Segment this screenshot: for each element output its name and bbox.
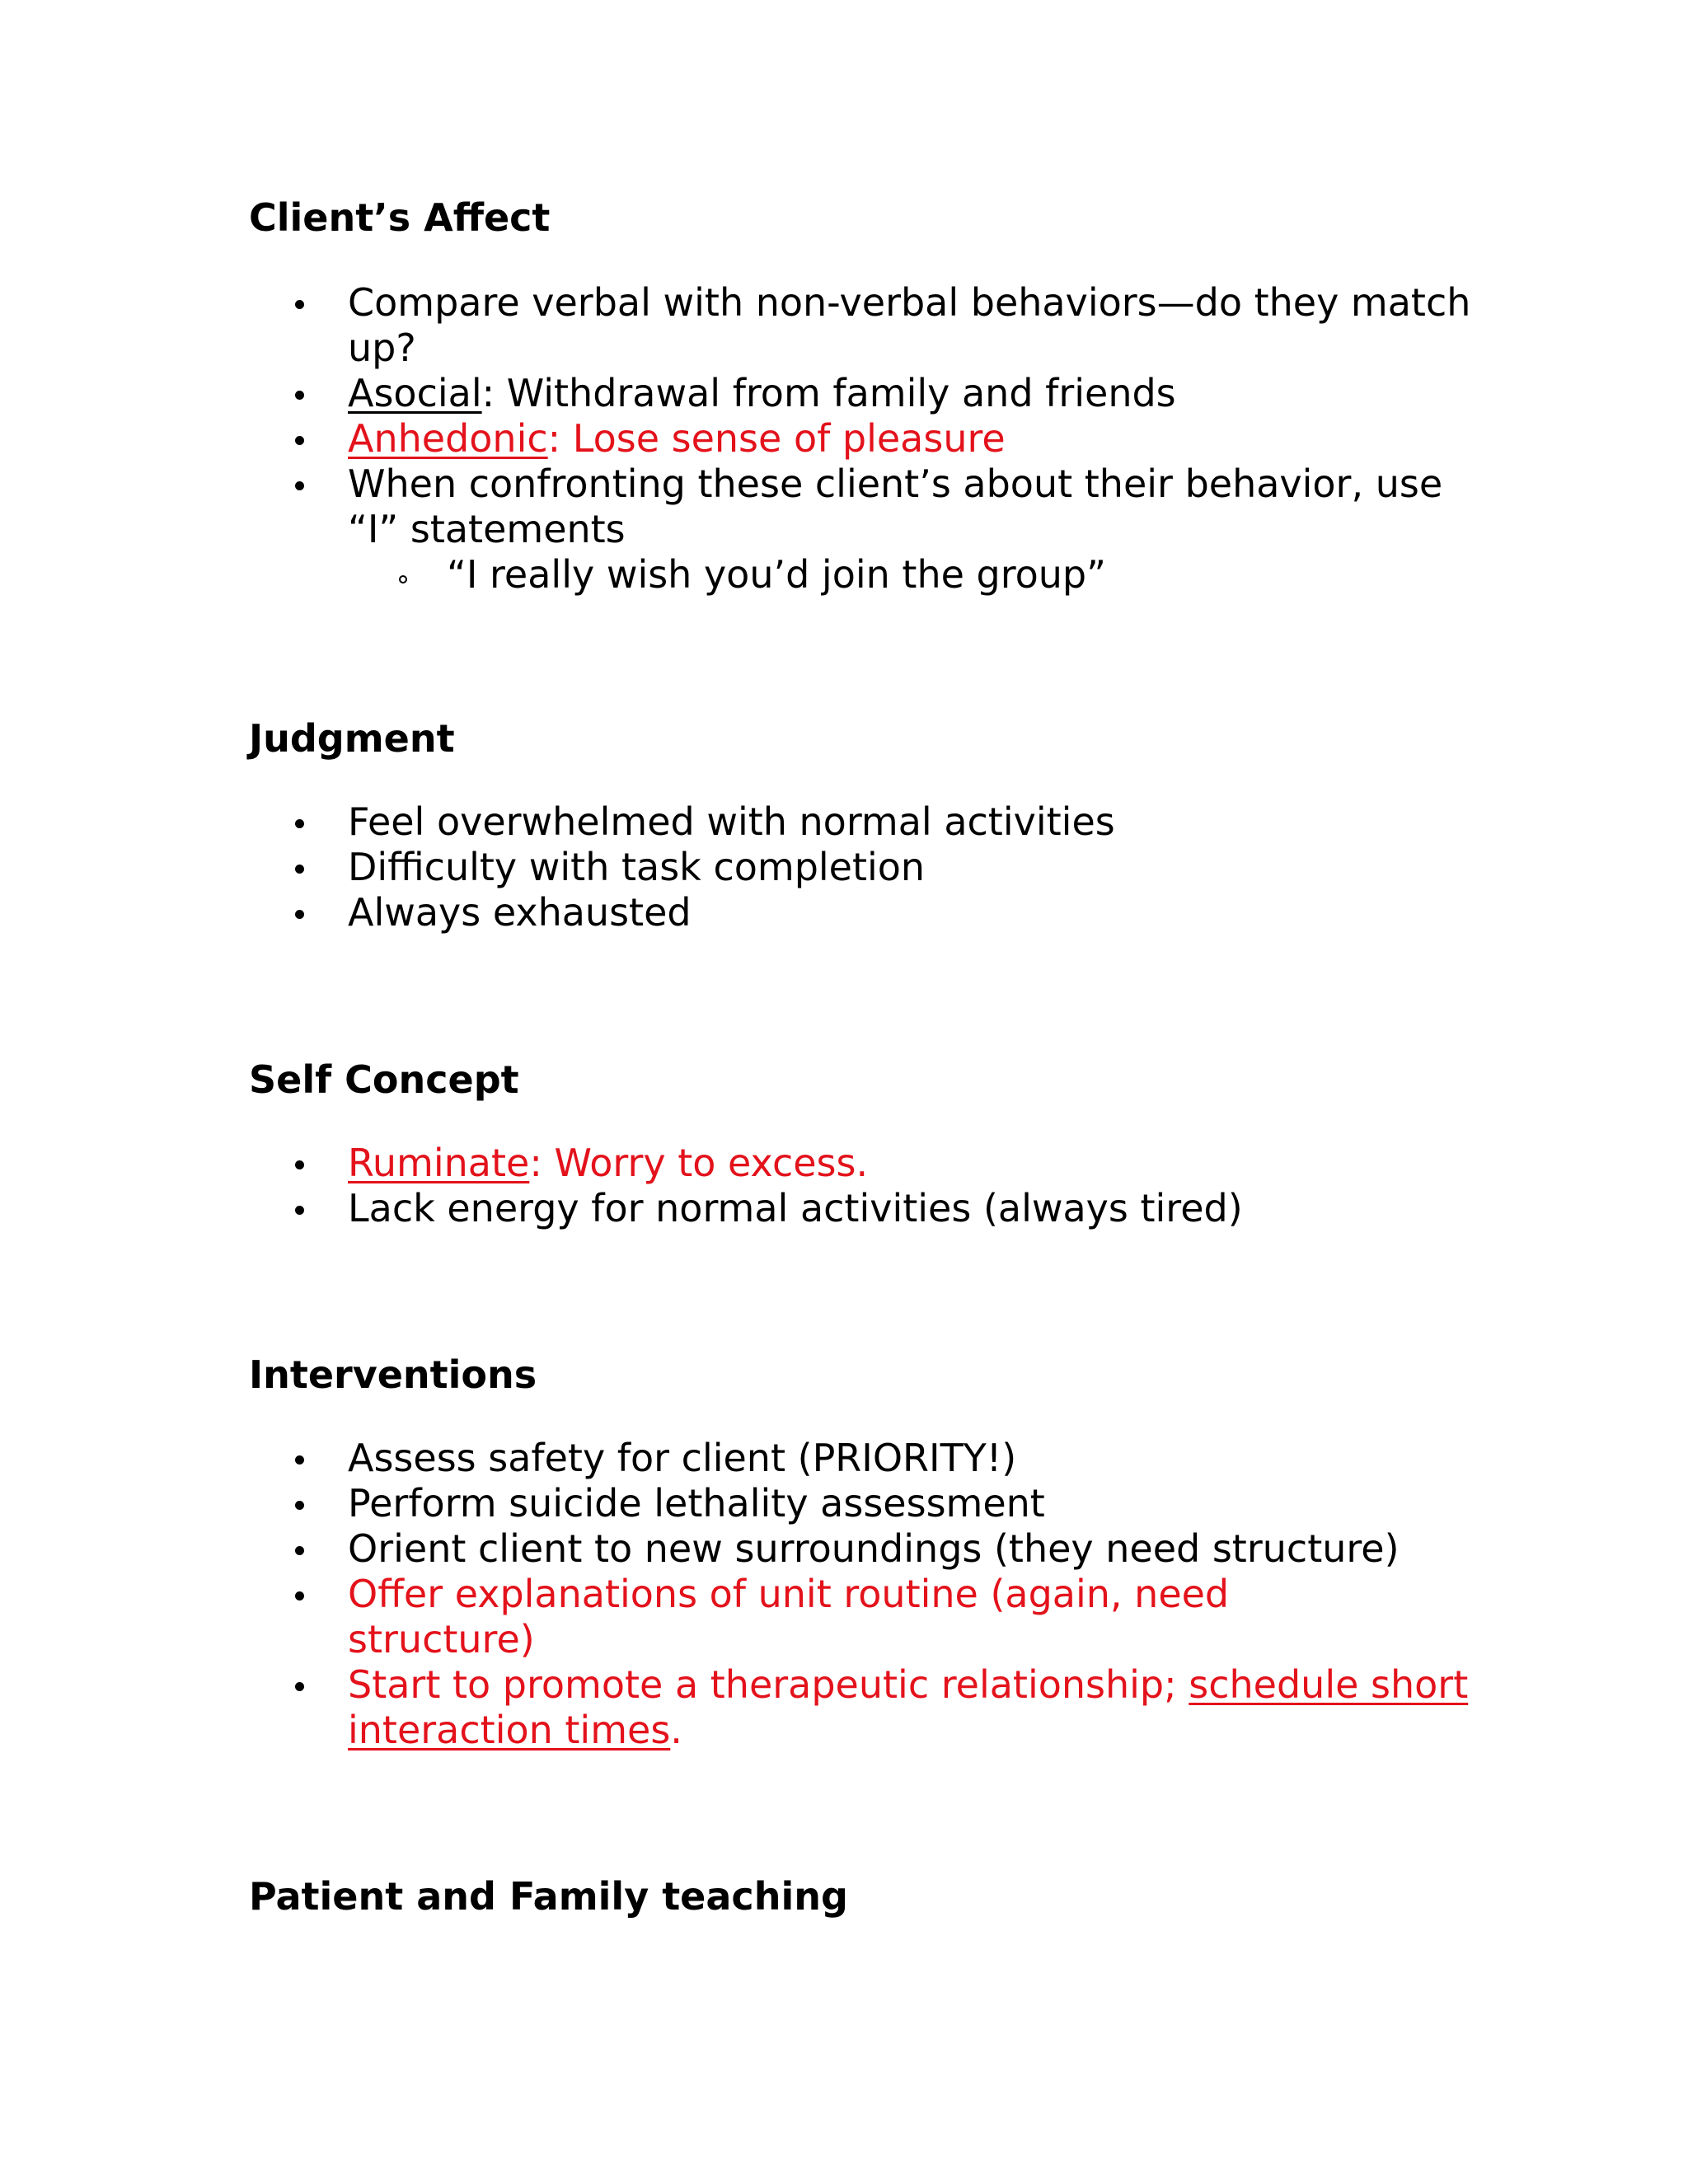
heading-clients-affect: Client’s Affect <box>249 195 551 240</box>
list-item: Perform suicide lethality assessment <box>249 1481 1485 1526</box>
heading-interventions: Interventions <box>249 1352 537 1397</box>
heading-patient-family-teaching: Patient and Family teaching <box>249 1874 848 1919</box>
list-item: When confronting these client’s about their behavior, use “I” statements “I really wish you’d join the group” <box>249 462 1485 598</box>
list-item: Compare verbal with non-verbal behaviors—do they match up? <box>249 280 1485 371</box>
bullet-icon <box>295 481 304 490</box>
list-item: Ruminate: Worry to excess. <box>249 1141 1485 1186</box>
self-concept-list <box>249 1141 1485 1231</box>
list-item: Always exhausted <box>249 890 1485 935</box>
sub-list <box>348 552 1485 598</box>
affect-list <box>249 280 1485 598</box>
section-patient-family-teaching <box>249 1873 1485 1919</box>
list-item: Difficulty with task completion <box>249 845 1485 890</box>
bullet-icon <box>295 391 304 400</box>
term-ruminate: Ruminate <box>348 1141 530 1185</box>
term-anhedonic: Anhedonic <box>348 416 548 461</box>
bullet-icon <box>295 1546 304 1555</box>
section-self-concept <box>249 1057 1485 1231</box>
bullet-icon <box>295 910 304 919</box>
bullet-icon <box>295 1501 304 1510</box>
bullet-icon <box>295 1455 304 1465</box>
sub-list-item: “I really wish you’d join the group” <box>348 552 1485 598</box>
circle-bullet-icon <box>399 575 407 583</box>
bullet-icon <box>295 1591 304 1601</box>
list-item: Offer explanations of unit routine (again, need structure) <box>249 1572 1337 1662</box>
bullet-icon <box>295 1206 304 1215</box>
interventions-list <box>249 1436 1485 1753</box>
section-clients-affect <box>249 194 1485 598</box>
list-item: Anhedonic: Lose sense of pleasure <box>249 416 1485 462</box>
bullet-icon <box>295 1682 304 1691</box>
list-item: Start to promote a therapeutic relationship; schedule short interaction times. <box>249 1662 1485 1753</box>
list-item: Asocial: Withdrawal from family and friends <box>249 371 1485 416</box>
bullet-icon <box>295 865 304 874</box>
list-item: Feel overwhelmed with normal activities <box>249 799 1485 845</box>
bullet-icon <box>295 1160 304 1169</box>
bullet-icon <box>295 436 304 445</box>
heading-self-concept: Self Concept <box>249 1057 519 1102</box>
underlined-phrase: schedule short interaction times <box>348 1662 1469 1752</box>
list-item: Assess safety for client (PRIORITY!) <box>249 1436 1485 1481</box>
judgment-list <box>249 799 1485 935</box>
section-judgment <box>249 715 1485 935</box>
bullet-icon <box>295 300 304 309</box>
list-item: Lack energy for normal activities (always tired) <box>249 1186 1485 1231</box>
section-interventions <box>249 1352 1485 1753</box>
heading-judgment: Judgment <box>249 716 455 761</box>
bullet-icon <box>295 819 304 828</box>
term-asocial: Asocial <box>348 371 482 415</box>
list-item: Orient client to new surroundings (they need structure) <box>249 1526 1485 1572</box>
